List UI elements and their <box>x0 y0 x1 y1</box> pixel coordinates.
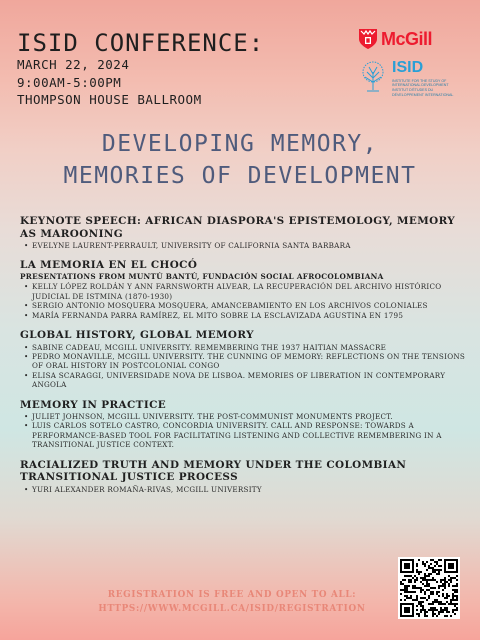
section-heading: GLOBAL HISTORY, GLOBAL MEMORY <box>20 329 254 342</box>
speaker-list <box>20 412 468 450</box>
speaker-item: • YURI ALEXANDER ROMAÑA-RIVAS, MCGILL UNIVERSITY <box>20 485 468 494</box>
conference-time: 9:00AM-5:00PM <box>17 74 122 90</box>
speaker-item: • PEDRO MONAVILLE, MCGILL UNIVERSITY. THE CUNNING OF MEMORY: REFLECTIONS ON THE TENSIONS OF ORAL HISTORY IN POSTCOLONIAL CONGO <box>20 352 468 371</box>
speaker-item: • KELLY LÓPEZ ROLDÁN Y ANN FARNSWORTH ALVEAR, LA RECUPERACIÓN DEL ARCHIVO HISTÓRICO JUDICIAL DE ISTMINA (1870-1930) <box>20 282 468 301</box>
registration-info <box>82 588 382 616</box>
section-heading: RACIALIZED TRUTH AND MEMORY UNDER THE COLOMBIAN TRANSITIONAL JUSTICE PROCESS <box>20 458 407 484</box>
registration-note: REGISTRATION IS FREE AND OPEN TO ALL: <box>107 590 357 600</box>
speaker-item: • LUIS CARLOS SOTELO CASTRO, CONCORDIA UNIVERSITY. CALL AND RESPONSE: TOWARDS A PERFORMANCE-BASED TOOL FOR FACILITATING LISTENING AND COLLECTIVE REMEMBERING IN A TRANSITIONAL JUSTICE CONTEXT. <box>20 421 468 449</box>
speaker-item: • JULIET JOHNSON, MCGILL UNIVERSITY. THE POST-COMMUNIST MONUMENTS PROJECT. <box>20 412 468 421</box>
section-memory-in-practice <box>20 399 468 450</box>
speaker-item: • ELISA SCARAGGI, UNIVERSIDADE NOVA DE LISBOA. MEMORIES OF LIBERATION IN CONTEMPORARY ANGOLA <box>20 371 468 390</box>
speaker-list <box>20 241 468 250</box>
section-heading: LA MEMORIA EN EL CHOCÓ <box>20 259 198 272</box>
theme-title-line-1: DEVELOPING MEMORY, <box>101 131 379 157</box>
section-global-history <box>20 329 468 390</box>
speaker-list <box>20 282 468 320</box>
isid-subtitle-en: INSTITUTE FOR THE STUDY OF INTERNATIONAL DEVELOPMENT <box>392 79 449 88</box>
theme-title-line-2: MEMORIES OF DEVELOPMENT <box>63 163 417 189</box>
speaker-list <box>20 343 468 390</box>
section-heading: KEYNOTE SPEECH: AFRICAN DIASPORA'S EPISTEMOLOGY, MEMORY AS MAROONING <box>20 215 456 240</box>
conference-title: ISID CONFERENCE: <box>17 29 265 57</box>
speaker-item: • EVELYNE LAURENT-PERRAULT, UNIVERSITY OF CALIFORNIA SANTA BARBARA <box>20 241 468 250</box>
isid-subtitle-fr: INSTITUT D'ÉTUDES DU DÉVELOPPEMENT INTERNATIONAL <box>392 88 454 97</box>
mcgill-logo <box>358 28 432 50</box>
program-list <box>20 215 468 503</box>
tree-icon <box>358 60 388 94</box>
speaker-list <box>20 485 468 494</box>
conference-venue: THOMPSON HOUSE BALLROOM <box>17 92 202 107</box>
isid-text <box>392 60 462 97</box>
section-subheading: PRESENTATIONS FROM MUNTÚ BANTÚ, FUNDACIÓN SOCIAL AFROCOLOMBIANA <box>20 271 384 281</box>
isid-wordmark: ISID <box>392 59 424 76</box>
speaker-item: • SABINE CADEAU, MCGILL UNIVERSITY. REMEMBERING THE 1937 HAITIAN MASSACRE <box>20 343 468 352</box>
qr-code-graphic <box>400 559 458 617</box>
conference-header <box>17 30 264 109</box>
conference-date: MARCH 22, 2024 <box>17 57 130 72</box>
mcgill-crest-icon <box>358 28 378 50</box>
section-heading: MEMORY IN PRACTICE <box>20 398 167 411</box>
registration-link[interactable]: HTTPS://WWW.MCGILL.CA/ISID/REGISTRATION <box>98 604 366 614</box>
speaker-item: • MARÍA FERNANDA PARRA RAMÍREZ, EL MITO SOBRE LA ESCLAVIZADA AGUSTINA EN 1795 <box>20 311 468 320</box>
mcgill-wordmark: McGill <box>381 28 433 49</box>
section-racialized-truth <box>20 459 468 494</box>
section-keynote <box>20 215 468 250</box>
section-choco <box>20 259 468 320</box>
isid-logo <box>358 60 462 97</box>
qr-code[interactable] <box>398 557 460 619</box>
event-theme-title <box>0 128 480 192</box>
speaker-item: • SERGIO ANTONIO MOSQUERA MOSQUERA, AMANCEBAMIENTO EN LOS ARCHIVOS COLONIALES <box>20 301 468 310</box>
